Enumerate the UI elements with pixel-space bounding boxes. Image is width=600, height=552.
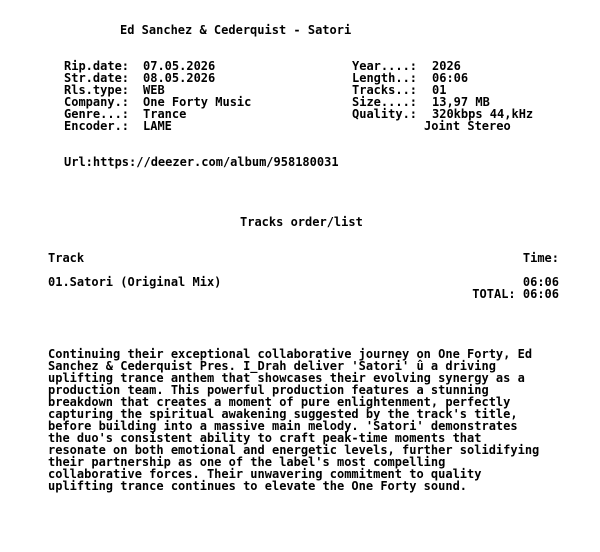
track-row-time: 06:06 [522,275,559,289]
company-label: Company.: [64,95,130,109]
description-line: Sanchez & Cederquist Pres. I_Drah deliver 'Satori' û a driving [48,359,496,373]
url-line[interactable] [64,156,339,168]
release-title: Ed Sanchez & Cederquist - Satori [120,23,352,37]
url-label: Url: [64,155,93,169]
length-value: 06:06 [432,71,469,85]
rls-type-value: WEB [143,83,165,97]
description-line: uplifting trance continues to elevate the One Forty sound. [48,479,468,493]
rls-type-label: Rls.type: [64,83,130,97]
rip-date-value: 07.05.2026 [143,59,216,73]
description-line: before building into a massive main melody. 'Satori' demonstrates [48,419,518,433]
description-line: capturing the spiritual awakening suggested by the track's title, [48,407,518,421]
quality-mode-value: Joint Stereo [424,119,511,133]
genre-label: Genre...: [64,107,130,121]
track-column-header: Track [48,251,85,265]
description-line: uplifting trance anthem that showcases their evolving synergy as a [48,371,525,385]
str-date-value: 08.05.2026 [143,71,216,85]
track-row-name: 01.Satori (Original Mix) [48,275,222,289]
company-value: One Forty Music [143,95,252,109]
encoder-value: LAME [143,119,172,133]
tracklist-heading: Tracks order/list [240,215,363,229]
str-date-label: Str.date: [64,71,130,85]
url-link[interactable]: https://deezer.com/album/958180031 [92,155,339,169]
description-line: production team. This powerful production features a stunning [48,383,489,397]
quality-label: Quality.: [352,107,418,121]
year-label: Year....: [352,59,418,73]
rip-date-label: Rip.date: [64,59,130,73]
description-line: the duo's consistent ability to craft peak-time moments that [48,431,482,445]
description-line: resonate on both emotional and energetic levels, further solidifying [48,443,540,457]
quality-value: 320kbps 44,kHz [432,107,534,121]
description-line: Continuing their exceptional collaborative journey on One Forty, Ed [48,347,533,361]
size-label: Size....: [352,95,418,109]
time-column-header: Time: [522,251,559,265]
genre-value: Trance [143,107,187,121]
length-label: Length..: [352,71,418,85]
encoder-label: Encoder.: [64,119,130,133]
tracks-label: Tracks..: [352,83,418,97]
tracklist-total: TOTAL: 06:06 [472,287,559,301]
description-line: breakdown that creates a moment of pure enlightenment, perfectly [48,395,511,409]
tracks-value: 01 [432,83,447,97]
description-line: their partnership as one of the label's most compelling [48,455,446,469]
size-value: 13,97 MB [432,95,490,109]
description-line: collaborative forces. Their unwavering commitment to quality [48,467,482,481]
year-value: 2026 [432,59,461,73]
